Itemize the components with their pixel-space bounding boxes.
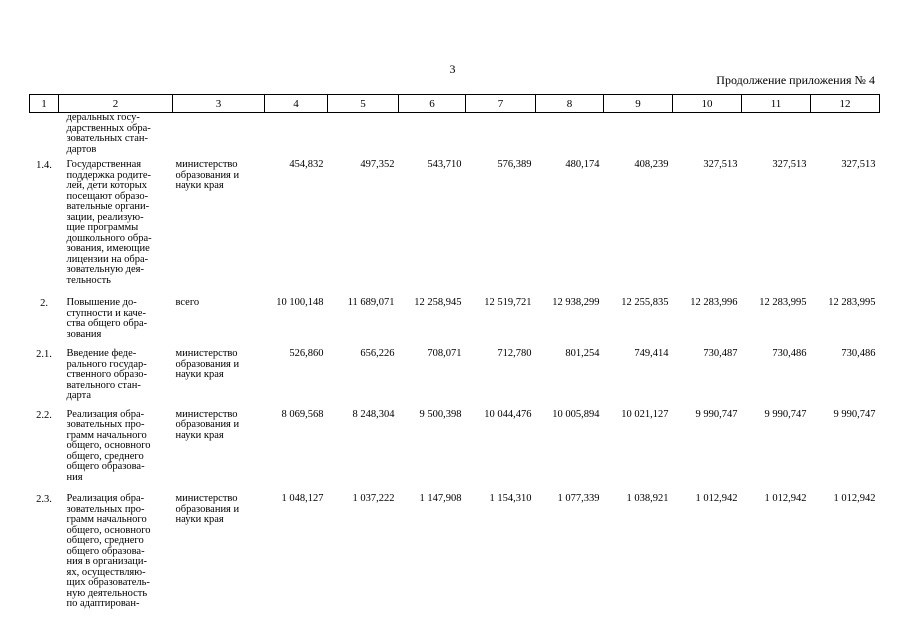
executor-cell: министерство образования и науки края (175, 408, 240, 441)
column-header: 8 (536, 95, 604, 113)
table-row (30, 410, 880, 495)
value-cell: 526,860 (289, 348, 324, 359)
measure-name-cell: деральных госу- дарственных обра- зовательных стан- дартов (66, 112, 151, 155)
value-cell: 8 069,568 (281, 408, 324, 420)
value-cell: 9 500,398 (419, 408, 462, 420)
measure-name-cell: Государственная поддержка родите- лей, дети которых посещают образо- вательные органи- зации, реализую- щие программы дошкольного обра- зования, имеющие лицензии на обра- зовательную дея- тельность (66, 159, 152, 286)
value-cell: 11 689,071 (347, 297, 395, 308)
row-number-cell: 1.4. (36, 160, 52, 171)
value-cell: 10 005,894 (552, 408, 600, 420)
table-row (30, 298, 880, 349)
value-cell (673, 113, 742, 161)
value-cell: 9 990,747 (764, 408, 807, 420)
value-cell (742, 113, 811, 161)
value-cell: 12 255,835 (621, 297, 669, 308)
value-cell: 1 077,339 (557, 493, 600, 504)
row-number-cell (30, 113, 59, 161)
executor-cell: министерство образования и науки края (175, 348, 240, 380)
value-cell: 9 990,747 (695, 408, 738, 420)
value-cell: 327,513 (703, 159, 738, 170)
value-cell: 454,832 (289, 159, 324, 170)
value-cell (328, 113, 399, 161)
column-header: 10 (673, 95, 742, 113)
executor-cell: министерство образования и науки края (175, 159, 240, 191)
value-cell: 576,389 (497, 159, 532, 170)
column-header: 5 (328, 95, 399, 113)
row-number-cell: 2. (40, 298, 48, 309)
value-cell: 12 938,299 (552, 297, 600, 308)
table-row (30, 160, 880, 298)
column-header: 2 (59, 95, 173, 113)
value-cell: 327,513 (772, 159, 807, 170)
value-cell (399, 113, 466, 161)
table-row (30, 494, 880, 621)
measure-name-cell: Повышение до- ступности и каче- ства общего обра- зования (66, 297, 148, 340)
value-cell: 12 519,721 (484, 297, 532, 308)
value-cell: 408,239 (634, 159, 669, 170)
row-number-cell: 2.1. (36, 349, 52, 360)
value-cell: 327,513 (841, 159, 876, 170)
value-cell: 1 038,921 (626, 493, 669, 504)
column-header: 12 (811, 95, 880, 113)
column-header: 11 (742, 95, 811, 113)
value-cell: 9 990,747 (833, 408, 876, 420)
value-cell: 1 154,310 (489, 493, 532, 504)
value-cell: 480,174 (565, 159, 600, 170)
value-cell: 12 258,945 (414, 297, 462, 308)
value-cell: 12 283,995 (759, 297, 807, 308)
value-cell: 1 012,942 (695, 493, 738, 504)
value-cell (536, 113, 604, 161)
value-cell: 712,780 (497, 348, 532, 359)
executor-cell: всего (175, 297, 200, 308)
measure-name-cell: Реализация обра- зовательных про- грамм начального общего, основного общего, среднего общего образова- ния (66, 408, 151, 483)
value-cell: 10 100,148 (276, 297, 324, 308)
executor-cell: министерство образования и науки края (175, 493, 240, 525)
page-number: 3 (449, 62, 456, 76)
budget-table (29, 94, 880, 621)
value-cell: 730,486 (841, 348, 876, 359)
value-cell: 8 248,304 (352, 408, 395, 420)
value-cell: 1 012,942 (833, 493, 876, 504)
value-cell: 12 283,995 (828, 297, 876, 308)
value-cell: 1 147,908 (419, 493, 462, 504)
value-cell (604, 113, 673, 161)
appendix-caption: Продолжение приложения № 4 (716, 73, 875, 87)
value-cell (811, 113, 880, 161)
column-header: 4 (265, 95, 328, 113)
row-number-cell: 2.3. (36, 494, 52, 505)
column-header: 9 (604, 95, 673, 113)
value-cell: 749,414 (634, 348, 669, 359)
row-number-cell: 2.2. (36, 409, 52, 421)
value-cell: 708,071 (427, 348, 462, 359)
measure-name-cell: Реализация обра- зовательных про- грамм начального общего, основного общего, среднего общего образова- ния в организаци- ях, осуществляю- щих образователь- ную деятельность по адаптирован- (66, 493, 151, 609)
table-row (30, 349, 880, 410)
value-cell: 12 283,996 (690, 297, 738, 308)
table-row (30, 113, 880, 161)
value-cell: 10 044,476 (484, 408, 532, 420)
value-cell: 730,487 (703, 348, 738, 359)
value-cell: 656,226 (360, 348, 395, 359)
value-cell: 10 021,127 (621, 408, 669, 420)
column-header: 3 (173, 95, 265, 113)
table-header-row (30, 95, 880, 113)
value-cell: 543,710 (427, 159, 462, 170)
value-cell: 1 037,222 (352, 493, 395, 504)
value-cell: 1 012,942 (764, 493, 807, 504)
value-cell (265, 113, 328, 161)
value-cell: 730,486 (772, 348, 807, 359)
executor-cell (173, 113, 265, 161)
measure-name-cell: Введение феде- рального государ- ственного образо- вательного стан- дарта (66, 348, 148, 401)
column-header: 1 (30, 95, 59, 113)
column-header: 7 (466, 95, 536, 113)
value-cell: 497,352 (360, 159, 395, 170)
value-cell (466, 113, 536, 161)
value-cell: 801,254 (565, 348, 600, 359)
value-cell: 1 048,127 (281, 493, 324, 504)
column-header: 6 (399, 95, 466, 113)
